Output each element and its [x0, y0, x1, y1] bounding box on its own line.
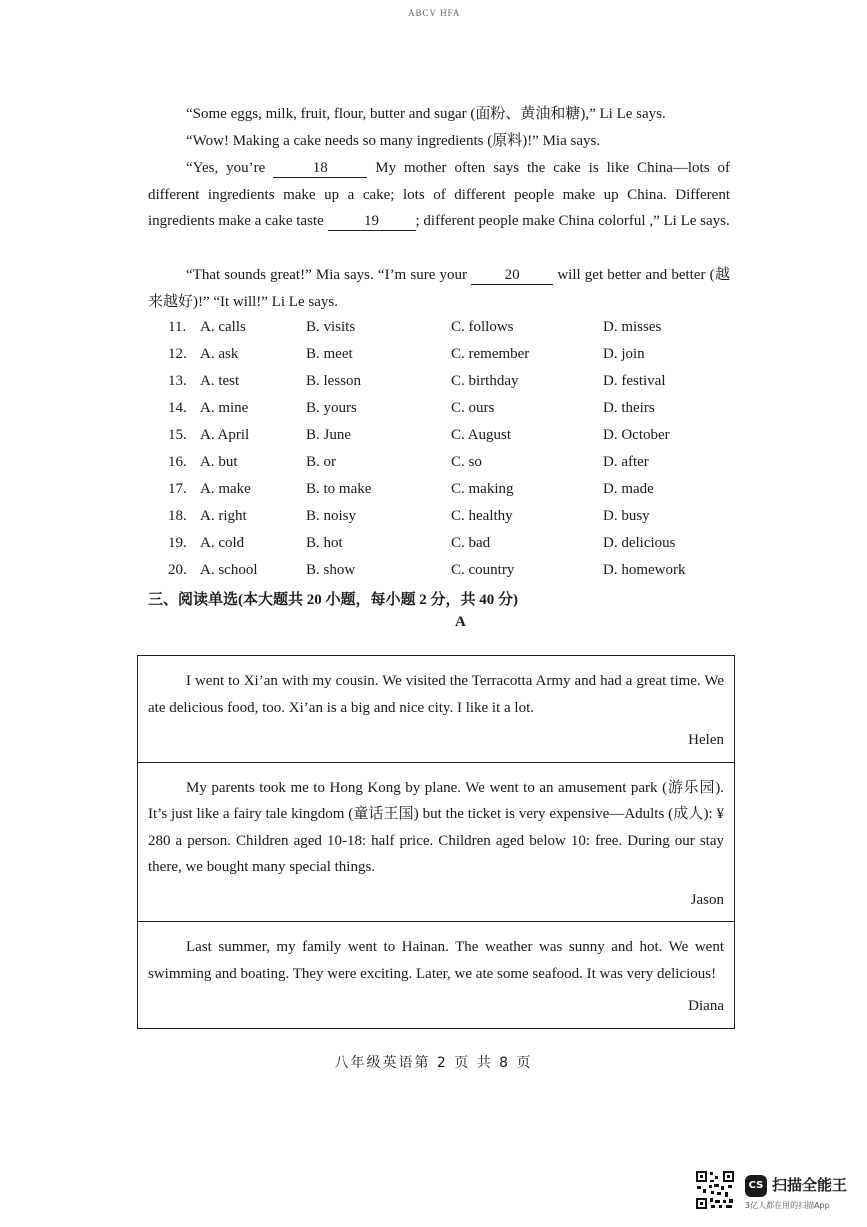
question-number: 14. [168, 400, 187, 416]
dialogue-text: “Wow! Making a cake needs so many ingredients (原料)!” Mia says. [186, 133, 601, 149]
question-number: 16. [168, 454, 187, 470]
passage-text: I went to Xi’an with my cousin. We visited the Terracotta Army and had a great time. We ate delicious food, too. Xi’an is a big and nice city. I like it a lot. [148, 673, 724, 716]
scanner-app-name: 扫描全能王 [772, 1176, 848, 1194]
blank-20: 20 [471, 266, 553, 285]
option-a: A. make [200, 481, 251, 497]
option-row [168, 476, 728, 503]
option-row [168, 368, 728, 395]
option-row [168, 395, 728, 422]
option-a: A. school [200, 562, 258, 578]
top-scan-mark: ABCV HFA [408, 8, 461, 18]
question-number: 18. [168, 508, 187, 524]
dialogue-paragraph-4 [148, 262, 730, 315]
dialogue-text: ; different people make China colorful ,” Li Le says. [415, 213, 730, 229]
option-a: A. ask [200, 346, 239, 362]
option-b: B. yours [306, 400, 357, 416]
dialogue-text: “Yes, you’re [186, 160, 266, 176]
question-number: 13. [168, 373, 187, 389]
option-b: B. show [306, 562, 356, 578]
option-row [168, 503, 728, 530]
option-b: B. meet [306, 346, 353, 362]
question-number: 20. [168, 562, 187, 578]
option-row [168, 341, 728, 368]
passage-author: Jason [690, 891, 724, 908]
passage-box [138, 921, 734, 1028]
option-a: A. test [200, 373, 240, 389]
option-c: C. country [451, 562, 515, 578]
option-d: D. busy [603, 508, 650, 524]
blank-19: 19 [328, 212, 416, 231]
question-number: 17. [168, 481, 187, 497]
scanner-app-subtitle: 3亿人都在用的扫描App [745, 1201, 830, 1210]
question-number: 15. [168, 427, 187, 443]
option-d: D. theirs [603, 400, 655, 416]
option-d: D. join [603, 346, 645, 362]
question-number: 12. [168, 346, 187, 362]
dialogue-text: “That sounds great!” Mia says. “I’m sure your [186, 267, 467, 283]
option-d: D. misses [603, 319, 662, 335]
option-c: C. making [451, 481, 514, 497]
option-a: A. mine [200, 400, 249, 416]
option-d: D. delicious [603, 535, 676, 551]
option-row [168, 449, 728, 476]
passage-text: My parents took me to Hong Kong by plane. We went to an amusement park (游乐园). It’s just like a fairy tale kingdom (童话王国) but the ticket is very expensive—Adults (成人): ¥ 280 a person. Children aged 10-18: half price. Children aged below 10: free. During our stay there, we bought many special things. [148, 779, 724, 875]
option-c: C. healthy [451, 508, 513, 524]
option-b: B. June [306, 427, 351, 443]
option-c: C. birthday [451, 373, 519, 389]
option-b: B. visits [306, 319, 356, 335]
option-a: A. calls [200, 319, 246, 335]
option-d: D. after [603, 454, 649, 470]
option-a: A. cold [200, 535, 245, 551]
part-label: A [455, 614, 466, 630]
option-c: C. ours [451, 400, 495, 416]
option-c: C. so [451, 454, 482, 470]
dialogue-text: My mother often says the cake is like China—lots of different ingredients make up a cake; lots of different people make up China. Different ingredients make a cake taste [148, 160, 731, 229]
passage-author: Helen [688, 732, 724, 748]
option-d: D. homework [603, 562, 686, 578]
option-a: A. April [200, 427, 250, 443]
option-d: D. festival [603, 373, 666, 389]
dialogue-line-2 [148, 128, 730, 155]
options-list [168, 314, 728, 584]
option-row [168, 422, 728, 449]
option-a: A. right [200, 508, 247, 524]
option-row [168, 314, 728, 341]
option-c: C. August [451, 427, 512, 443]
passage-table [137, 655, 735, 1029]
qr-code-icon [695, 1170, 735, 1210]
option-c: C. remember [451, 346, 530, 362]
dialogue-text: “Some eggs, milk, fruit, flour, butter and sugar (面粉、黄油和糖),” Li Le says. [186, 106, 666, 122]
blank-18: 18 [273, 159, 367, 178]
option-a: A. but [200, 454, 238, 470]
option-d: D. October [603, 427, 670, 443]
question-number: 19. [168, 535, 187, 551]
dialogue-paragraph-3 [148, 155, 730, 235]
option-b: B. lesson [306, 373, 362, 389]
option-d: D. made [603, 481, 654, 497]
passage-box [138, 656, 734, 762]
option-row [168, 530, 728, 557]
option-c: C. follows [451, 319, 514, 335]
page-footer: 八年级英语第 2 页 共 8 页 [334, 1055, 533, 1071]
passage-author: Diana [688, 998, 724, 1014]
option-b: B. to make [306, 481, 372, 497]
option-b: B. noisy [306, 508, 357, 524]
dialogue-text: will get better and better (越来越好)!” “It will!” Li Le says. [148, 267, 731, 310]
passage-text: Last summer, my family went to Hainan. The weather was sunny and hot. We went swimming and boating. They were exciting. Later, we ate some seafood. It was very delicious! [148, 939, 724, 982]
dialogue-line-1 [148, 101, 730, 128]
passage-box [138, 762, 734, 922]
option-b: B. or [306, 454, 336, 470]
option-c: C. bad [451, 535, 491, 551]
section-title: 三、阅读单选(本大题共 20 小题，每小题 2 分，共 40 分) [148, 592, 518, 608]
scanner-logo-icon: CS [745, 1175, 767, 1197]
option-b: B. hot [306, 535, 343, 551]
option-row [168, 557, 728, 584]
question-number: 11. [168, 319, 187, 335]
